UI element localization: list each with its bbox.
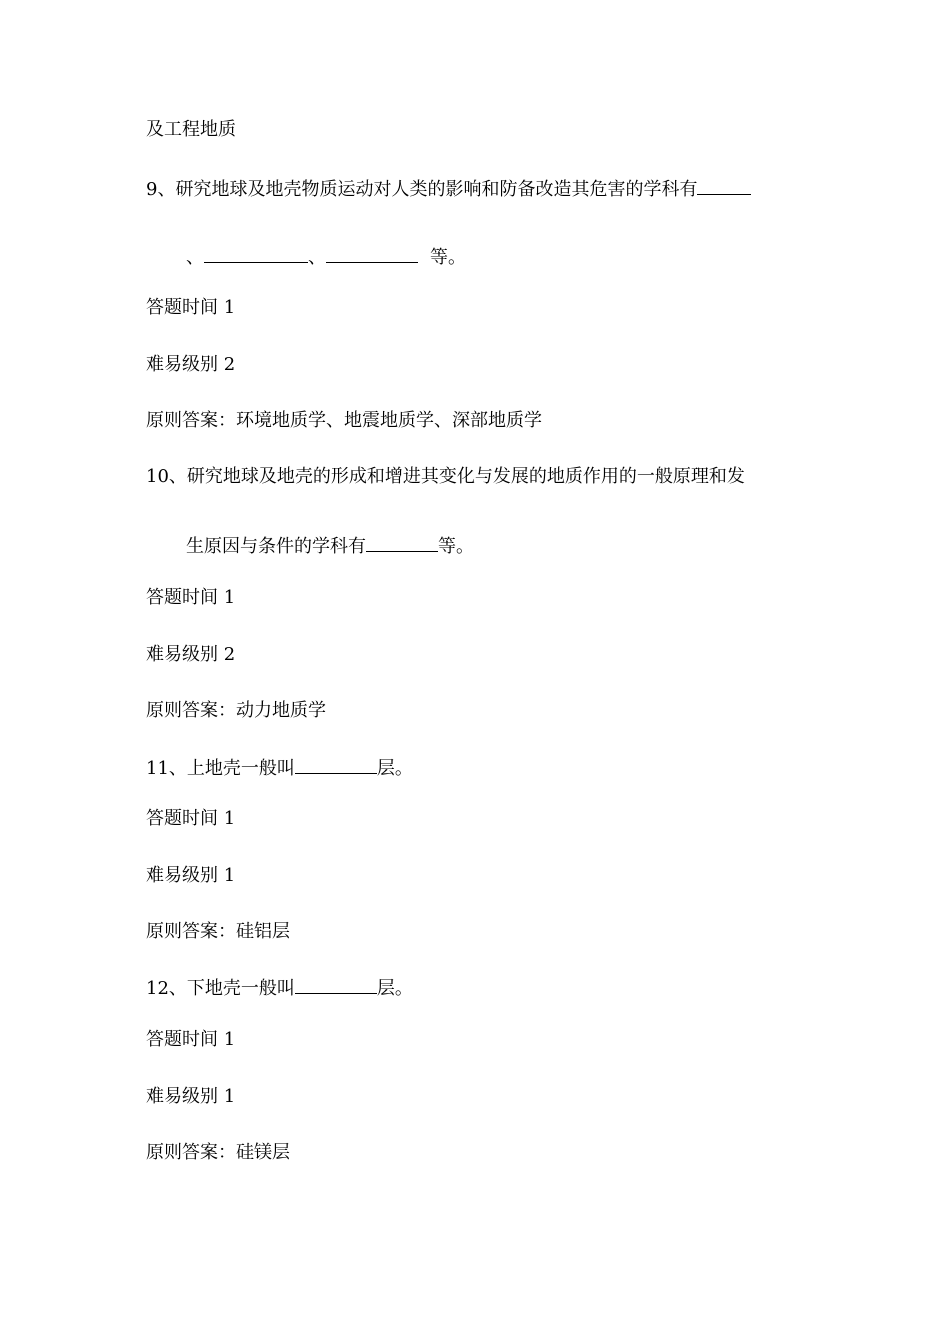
q11-tail: 层。 [376,758,413,779]
q9-blank-3 [326,244,418,263]
q9-level: 难易级别 2 [146,354,236,375]
q9-text: 9、研究地球及地壳物质运动对人类的影响和防备改造其危害的学科有 [146,179,698,200]
q9-blank-2 [204,244,308,263]
q9-question-cont [186,244,466,270]
q12-time: 答题时间 1 [146,1029,236,1050]
q9-sep-1: 、 [186,247,204,268]
q10-blank [366,533,438,552]
q9-blank-1 [697,176,751,195]
q9-question [146,176,751,202]
q10-level: 难易级别 2 [146,644,236,665]
q11-level: 难易级别 1 [146,865,236,886]
q11-blank [295,755,377,774]
q12-text: 12、下地壳一般叫 [146,978,295,999]
q10-question-cont [186,533,474,559]
q10-text-2: 生原因与条件的学科有 [186,536,366,557]
q11-answer: 原则答案：硅铝层 [146,921,290,942]
q12-question [146,975,413,1001]
q9-sep-2: 、 [308,247,326,268]
q12-answer: 原则答案：硅镁层 [146,1142,290,1163]
q10-question: 10、研究地球及地壳的形成和增进其变化与发展的地质作用的一般原理和发 [146,466,745,487]
q11-text: 11、上地壳一般叫 [146,758,295,779]
q10-answer: 原则答案：动力地质学 [146,700,326,721]
q10-tail: 等。 [438,536,474,557]
q9-tail: 等。 [430,247,466,268]
q9-answer: 原则答案：环境地质学、地震地质学、深部地质学 [146,410,542,431]
q12-blank [295,975,377,994]
q9-time: 答题时间 1 [146,297,236,318]
q11-question [146,755,413,781]
continuation-text: 及工程地质 [146,119,236,140]
q12-level: 难易级别 1 [146,1086,236,1107]
q11-time: 答题时间 1 [146,808,236,829]
q12-tail: 层。 [376,978,413,999]
q10-time: 答题时间 1 [146,587,236,608]
